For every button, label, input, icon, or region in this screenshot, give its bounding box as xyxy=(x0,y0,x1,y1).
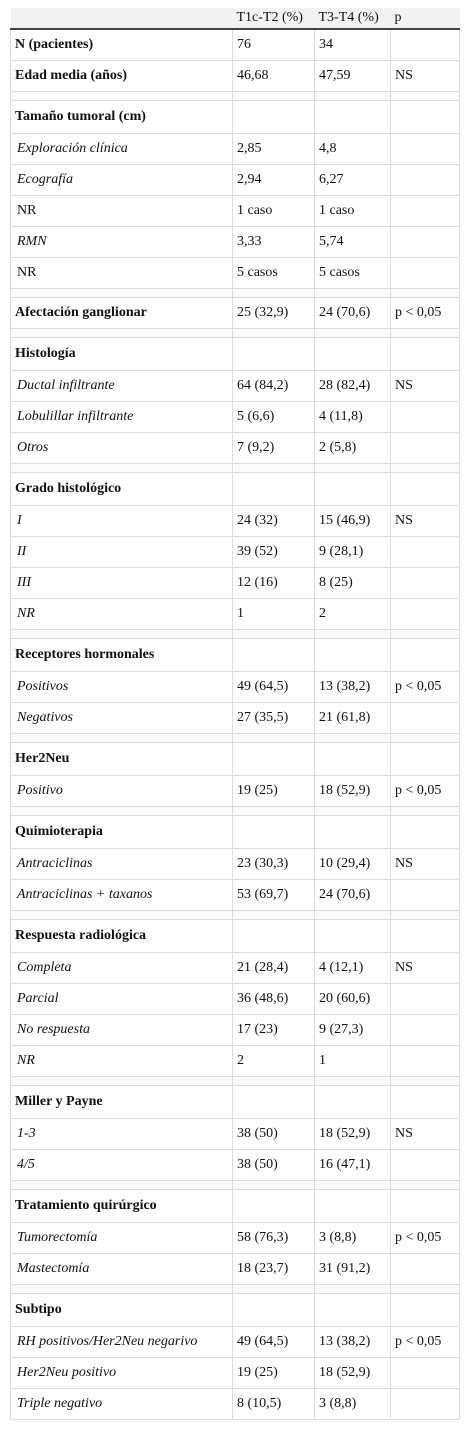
value-t3-t4: 13 (38,2) xyxy=(315,672,391,703)
table-row xyxy=(11,1150,460,1181)
spacer-row xyxy=(11,630,460,639)
spacer-cell xyxy=(233,1077,315,1086)
section-header-row xyxy=(11,1086,460,1119)
table-row xyxy=(11,433,460,464)
spacer-cell xyxy=(11,734,233,743)
empty-cell xyxy=(233,101,315,134)
table-row xyxy=(11,1119,460,1150)
value-t1c-t2: 19 (25) xyxy=(233,776,315,807)
section-title: Respuesta radiológica xyxy=(11,920,233,953)
table-row xyxy=(11,506,460,537)
value-t3-t4: 31 (91,2) xyxy=(315,1254,391,1285)
empty-cell xyxy=(391,1086,460,1119)
value-t1c-t2: 2 xyxy=(233,1046,315,1077)
value-p xyxy=(391,1254,460,1285)
value-p: p < 0,05 xyxy=(391,1223,460,1254)
spacer-cell xyxy=(11,92,233,101)
value-t3-t4: 2 xyxy=(315,599,391,630)
value-t3-t4: 24 (70,6) xyxy=(315,880,391,911)
spacer-row xyxy=(11,1181,460,1190)
value-t1c-t2: 1 caso xyxy=(233,196,315,227)
value-t3-t4: 13 (38,2) xyxy=(315,1327,391,1358)
section-title: Histología xyxy=(11,338,233,371)
value-p: NS xyxy=(391,1119,460,1150)
spacer-cell xyxy=(233,734,315,743)
spacer-cell xyxy=(391,734,460,743)
row-label: Otros xyxy=(11,433,233,464)
spacer-cell xyxy=(315,289,391,298)
spacer-row xyxy=(11,329,460,338)
table-row xyxy=(11,1223,460,1254)
row-label: Edad media (años) xyxy=(11,61,233,92)
section-title: Her2Neu xyxy=(11,743,233,776)
table-header-row xyxy=(11,8,460,29)
spacer-row xyxy=(11,464,460,473)
section-header-row xyxy=(11,639,460,672)
spacer-cell xyxy=(391,289,460,298)
spacer-cell xyxy=(11,329,233,338)
value-t3-t4: 3 (8,8) xyxy=(315,1389,391,1420)
value-t1c-t2: 24 (32) xyxy=(233,506,315,537)
value-t3-t4: 9 (28,1) xyxy=(315,537,391,568)
spacer-cell xyxy=(11,289,233,298)
row-label: Parcial xyxy=(11,984,233,1015)
value-t3-t4: 20 (60,6) xyxy=(315,984,391,1015)
value-p: p < 0,05 xyxy=(391,776,460,807)
spacer-cell xyxy=(315,92,391,101)
empty-cell xyxy=(233,1190,315,1223)
header-t3-t4: T3-T4 (%) xyxy=(315,8,391,29)
spacer-cell xyxy=(391,1285,460,1294)
value-t1c-t2: 64 (84,2) xyxy=(233,371,315,402)
row-label: Lobulillar infiltrante xyxy=(11,402,233,433)
table-row xyxy=(11,1015,460,1046)
spacer-cell xyxy=(391,464,460,473)
table-row xyxy=(11,258,460,289)
row-label: Antraciclinas + taxanos xyxy=(11,880,233,911)
empty-cell xyxy=(233,743,315,776)
spacer-cell xyxy=(233,92,315,101)
header-t1c-t2: T1c-T2 (%) xyxy=(233,8,315,29)
spacer-cell xyxy=(391,807,460,816)
value-t3-t4: 18 (52,9) xyxy=(315,1119,391,1150)
value-p: NS xyxy=(391,61,460,92)
value-t3-t4: 16 (47,1) xyxy=(315,1150,391,1181)
spacer-cell xyxy=(315,1285,391,1294)
value-p: NS xyxy=(391,953,460,984)
row-label: Ductal infiltrante xyxy=(11,371,233,402)
empty-cell xyxy=(391,639,460,672)
empty-cell xyxy=(315,1086,391,1119)
spacer-cell xyxy=(233,1181,315,1190)
value-p xyxy=(391,1015,460,1046)
spacer-cell xyxy=(11,911,233,920)
row-label: Exploración clínica xyxy=(11,134,233,165)
row-label: Her2Neu positivo xyxy=(11,1358,233,1389)
value-t3-t4: 1 caso xyxy=(315,196,391,227)
spacer-cell xyxy=(11,807,233,816)
spacer-cell xyxy=(315,630,391,639)
spacer-cell xyxy=(233,807,315,816)
value-p xyxy=(391,1358,460,1389)
empty-cell xyxy=(315,639,391,672)
value-p xyxy=(391,134,460,165)
spacer-cell xyxy=(11,630,233,639)
value-p xyxy=(391,880,460,911)
spacer-row xyxy=(11,807,460,816)
value-p: NS xyxy=(391,506,460,537)
value-p xyxy=(391,599,460,630)
section-header-row xyxy=(11,743,460,776)
data-table-container xyxy=(10,8,459,1420)
value-t3-t4: 28 (82,4) xyxy=(315,371,391,402)
spacer-cell xyxy=(315,807,391,816)
empty-cell xyxy=(233,816,315,849)
section-header-row xyxy=(11,816,460,849)
header-p-value: p xyxy=(391,8,460,29)
value-t1c-t2: 5 (6,6) xyxy=(233,402,315,433)
section-title: Grado histológico xyxy=(11,473,233,506)
row-label: Afectación ganglionar xyxy=(11,298,233,329)
value-p: p < 0,05 xyxy=(391,1327,460,1358)
spacer-cell xyxy=(315,911,391,920)
empty-cell xyxy=(315,101,391,134)
value-t1c-t2: 58 (76,3) xyxy=(233,1223,315,1254)
value-t1c-t2: 18 (23,7) xyxy=(233,1254,315,1285)
value-t1c-t2: 27 (35,5) xyxy=(233,703,315,734)
empty-cell xyxy=(391,816,460,849)
value-p xyxy=(391,433,460,464)
section-header-row xyxy=(11,1190,460,1223)
value-p xyxy=(391,165,460,196)
spacer-cell xyxy=(391,1077,460,1086)
section-title: Receptores hormonales xyxy=(11,639,233,672)
table-row xyxy=(11,298,460,329)
spacer-cell xyxy=(233,464,315,473)
row-label: I xyxy=(11,506,233,537)
table-row xyxy=(11,984,460,1015)
data-table xyxy=(10,8,460,1420)
value-p xyxy=(391,258,460,289)
value-p xyxy=(391,703,460,734)
spacer-cell xyxy=(315,1077,391,1086)
value-t1c-t2: 21 (28,4) xyxy=(233,953,315,984)
spacer-row xyxy=(11,734,460,743)
empty-cell xyxy=(233,1086,315,1119)
spacer-cell xyxy=(233,289,315,298)
value-t1c-t2: 39 (52) xyxy=(233,537,315,568)
empty-cell xyxy=(233,338,315,371)
value-t3-t4: 1 xyxy=(315,1046,391,1077)
table-row xyxy=(11,227,460,258)
value-t1c-t2: 49 (64,5) xyxy=(233,672,315,703)
value-t1c-t2: 46,68 xyxy=(233,61,315,92)
row-label: III xyxy=(11,568,233,599)
spacer-cell xyxy=(315,329,391,338)
value-t3-t4: 47,59 xyxy=(315,61,391,92)
value-t1c-t2: 7 (9,2) xyxy=(233,433,315,464)
empty-cell xyxy=(233,639,315,672)
value-t1c-t2: 3,33 xyxy=(233,227,315,258)
value-t3-t4: 18 (52,9) xyxy=(315,776,391,807)
value-p: NS xyxy=(391,849,460,880)
row-label: Triple negativo xyxy=(11,1389,233,1420)
row-label: NR xyxy=(11,599,233,630)
table-row xyxy=(11,849,460,880)
value-p xyxy=(391,568,460,599)
row-label: Negativos xyxy=(11,703,233,734)
row-label: NR xyxy=(11,196,233,227)
table-row xyxy=(11,880,460,911)
value-t3-t4: 8 (25) xyxy=(315,568,391,599)
section-header-row xyxy=(11,338,460,371)
empty-cell xyxy=(315,473,391,506)
spacer-cell xyxy=(391,92,460,101)
table-row xyxy=(11,371,460,402)
section-header-row xyxy=(11,101,460,134)
spacer-cell xyxy=(11,1181,233,1190)
spacer-cell xyxy=(315,1181,391,1190)
row-label: Ecografía xyxy=(11,165,233,196)
value-p xyxy=(391,1046,460,1077)
value-t1c-t2: 1 xyxy=(233,599,315,630)
row-label: 1-3 xyxy=(11,1119,233,1150)
value-p: p < 0,05 xyxy=(391,672,460,703)
value-t1c-t2: 2,85 xyxy=(233,134,315,165)
spacer-cell xyxy=(11,1077,233,1086)
value-t1c-t2: 23 (30,3) xyxy=(233,849,315,880)
row-label: NR xyxy=(11,1046,233,1077)
empty-cell xyxy=(315,338,391,371)
empty-cell xyxy=(391,1190,460,1223)
value-p: NS xyxy=(391,371,460,402)
value-t3-t4: 2 (5,8) xyxy=(315,433,391,464)
spacer-cell xyxy=(315,734,391,743)
section-title: Miller y Payne xyxy=(11,1086,233,1119)
empty-cell xyxy=(233,1294,315,1327)
spacer-cell xyxy=(233,630,315,639)
value-t1c-t2: 76 xyxy=(233,29,315,61)
value-p xyxy=(391,537,460,568)
empty-cell xyxy=(315,743,391,776)
value-p xyxy=(391,227,460,258)
value-p xyxy=(391,1150,460,1181)
table-row xyxy=(11,165,460,196)
empty-cell xyxy=(315,1190,391,1223)
spacer-cell xyxy=(233,911,315,920)
value-t1c-t2: 36 (48,6) xyxy=(233,984,315,1015)
value-t3-t4: 3 (8,8) xyxy=(315,1223,391,1254)
table-row xyxy=(11,537,460,568)
value-t3-t4: 6,27 xyxy=(315,165,391,196)
row-label: Tumorectomía xyxy=(11,1223,233,1254)
section-header-row xyxy=(11,1294,460,1327)
table-row xyxy=(11,953,460,984)
table-row xyxy=(11,672,460,703)
empty-cell xyxy=(315,920,391,953)
spacer-cell xyxy=(391,911,460,920)
spacer-cell xyxy=(391,630,460,639)
table-row xyxy=(11,29,460,61)
value-p xyxy=(391,196,460,227)
value-p xyxy=(391,1389,460,1420)
value-t1c-t2: 2,94 xyxy=(233,165,315,196)
empty-cell xyxy=(391,1294,460,1327)
empty-cell xyxy=(315,1294,391,1327)
spacer-row xyxy=(11,911,460,920)
row-label: NR xyxy=(11,258,233,289)
spacer-row xyxy=(11,289,460,298)
value-t1c-t2: 17 (23) xyxy=(233,1015,315,1046)
spacer-cell xyxy=(233,329,315,338)
value-t1c-t2: 5 casos xyxy=(233,258,315,289)
row-label: RMN xyxy=(11,227,233,258)
value-t3-t4: 5,74 xyxy=(315,227,391,258)
section-title: Tratamiento quirúrgico xyxy=(11,1190,233,1223)
table-row xyxy=(11,402,460,433)
value-t1c-t2: 38 (50) xyxy=(233,1119,315,1150)
row-label: II xyxy=(11,537,233,568)
spacer-cell xyxy=(11,464,233,473)
spacer-cell xyxy=(11,1285,233,1294)
spacer-row xyxy=(11,1285,460,1294)
value-p xyxy=(391,402,460,433)
value-t1c-t2: 19 (25) xyxy=(233,1358,315,1389)
value-t3-t4: 18 (52,9) xyxy=(315,1358,391,1389)
spacer-row xyxy=(11,92,460,101)
table-row xyxy=(11,61,460,92)
value-t3-t4: 10 (29,4) xyxy=(315,849,391,880)
empty-cell xyxy=(391,101,460,134)
section-header-row xyxy=(11,920,460,953)
empty-cell xyxy=(315,816,391,849)
empty-cell xyxy=(391,473,460,506)
empty-cell xyxy=(391,743,460,776)
row-label: 4/5 xyxy=(11,1150,233,1181)
value-t3-t4: 24 (70,6) xyxy=(315,298,391,329)
value-t3-t4: 34 xyxy=(315,29,391,61)
table-body xyxy=(11,29,460,1420)
table-row xyxy=(11,1358,460,1389)
spacer-row xyxy=(11,1077,460,1086)
value-t1c-t2: 38 (50) xyxy=(233,1150,315,1181)
row-label: Antraciclinas xyxy=(11,849,233,880)
value-t3-t4: 4 (11,8) xyxy=(315,402,391,433)
spacer-cell xyxy=(391,1181,460,1190)
empty-cell xyxy=(391,338,460,371)
empty-cell xyxy=(233,920,315,953)
value-t1c-t2: 53 (69,7) xyxy=(233,880,315,911)
table-row xyxy=(11,1254,460,1285)
spacer-cell xyxy=(391,329,460,338)
section-title: Subtipo xyxy=(11,1294,233,1327)
value-t1c-t2: 8 (10,5) xyxy=(233,1389,315,1420)
value-t3-t4: 4,8 xyxy=(315,134,391,165)
section-title: Tamaño tumoral (cm) xyxy=(11,101,233,134)
empty-cell xyxy=(391,920,460,953)
value-t1c-t2: 49 (64,5) xyxy=(233,1327,315,1358)
value-p xyxy=(391,29,460,61)
value-t1c-t2: 25 (32,9) xyxy=(233,298,315,329)
value-p xyxy=(391,984,460,1015)
section-header-row xyxy=(11,473,460,506)
spacer-cell xyxy=(315,464,391,473)
table-row xyxy=(11,599,460,630)
value-t3-t4: 4 (12,1) xyxy=(315,953,391,984)
spacer-cell xyxy=(233,1285,315,1294)
row-label: RH positivos/Her2Neu negarivo xyxy=(11,1327,233,1358)
table-row xyxy=(11,703,460,734)
header-label-column xyxy=(11,8,233,29)
value-t3-t4: 21 (61,8) xyxy=(315,703,391,734)
value-t3-t4: 15 (46,9) xyxy=(315,506,391,537)
table-row xyxy=(11,1046,460,1077)
row-label: Mastectomía xyxy=(11,1254,233,1285)
table-row xyxy=(11,568,460,599)
row-label: N (pacientes) xyxy=(11,29,233,61)
value-p: p < 0,05 xyxy=(391,298,460,329)
row-label: Completa xyxy=(11,953,233,984)
empty-cell xyxy=(233,473,315,506)
row-label: No respuesta xyxy=(11,1015,233,1046)
table-row xyxy=(11,776,460,807)
section-title: Quimioterapia xyxy=(11,816,233,849)
table-row xyxy=(11,1327,460,1358)
value-t1c-t2: 12 (16) xyxy=(233,568,315,599)
row-label: Positivo xyxy=(11,776,233,807)
table-row xyxy=(11,1389,460,1420)
table-row xyxy=(11,134,460,165)
value-t3-t4: 9 (27,3) xyxy=(315,1015,391,1046)
table-row xyxy=(11,196,460,227)
row-label: Positivos xyxy=(11,672,233,703)
value-t3-t4: 5 casos xyxy=(315,258,391,289)
